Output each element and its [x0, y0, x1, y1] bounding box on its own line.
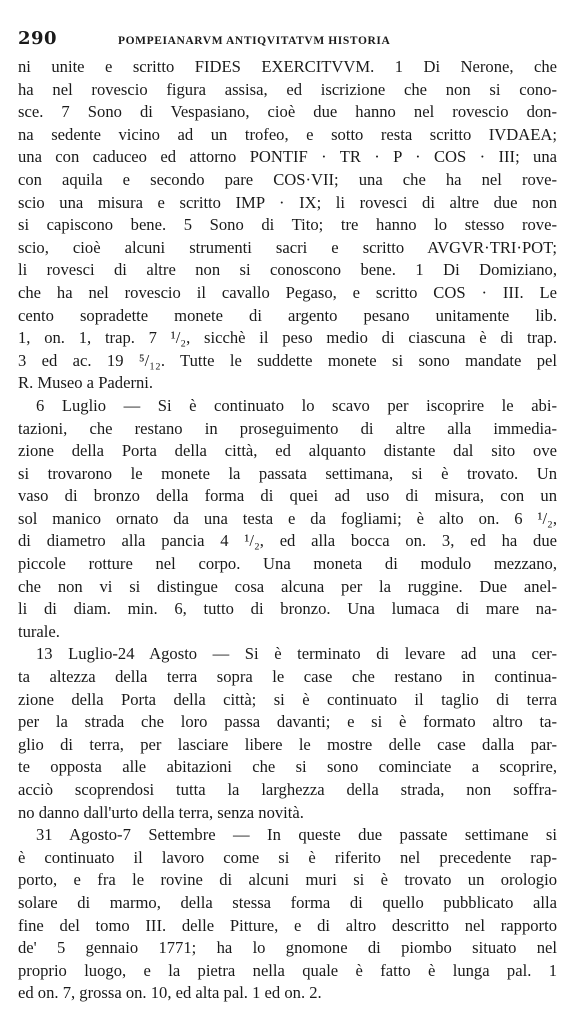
paragraph: [18, 643, 557, 824]
paragraph: [18, 395, 557, 644]
text-line: zione della Porta della città, ed alquanto distante dal sito ove: [18, 441, 557, 461]
text-line: ed on. 7, grossa on. 10, ed alta pal. 1 ed on. 2.: [18, 983, 322, 1003]
text-line: ha nel rovescio figura assisa, ed iscrizione che non si cono-: [18, 79, 557, 99]
text-line: de' 5 gennaio 1771; ha lo gnomone di piombo situato nel: [18, 938, 557, 958]
text-line: vaso di bronzo della forma di quei ad uso di misura, con un: [18, 486, 557, 506]
text-line: solare di marmo, della stessa forma di quello pubblicato alla: [18, 892, 557, 912]
text-line: con aquila e secondo pare COS·VII; una che ha nel rove-: [18, 169, 557, 189]
text-line: una con caduceo ed attorno PONTIF · TR · P · COS · III; una: [18, 147, 557, 167]
text-line: 13 Luglio-24 Agosto — Si è terminato di levare ad una cer-: [36, 644, 557, 664]
text-line: piccole rotture nel corpo. Una moneta di modulo mezzano,: [18, 554, 557, 574]
text-line: R. Museo a Paderni.: [18, 373, 154, 393]
text-line: li rovesci di altre non si conoscono bene. 1 Di Domiziano,: [18, 260, 557, 280]
text-line: sce. 7 Sono di Vespasiano, cioè due hanno nel rovescio don-: [18, 102, 557, 122]
text-line: na sedente vicino ad un trofeo, e sotto resta scritto IVDAEA;: [18, 124, 557, 144]
text-line: proprio luogo, e la pietra nella quale è fatto è lunga pal. 1: [18, 960, 557, 980]
text-line: porto, e fra le rovine di alcuni muri si è trovato un orologio: [18, 870, 557, 890]
text-line: 1, on. 1, trap. 7 ¹/₂, sicchè il peso medio di ciascuna è di trap.: [18, 328, 557, 348]
text-line: che non vi si distingue cosa alcuna per la ruggine. Due anel-: [18, 576, 557, 596]
text-line: sol manico ornato da una testa e da fogliami; è alto on. 6 ¹/₂,: [18, 508, 557, 528]
text-line: si capiscono bene. 5 Sono di Tito; tre hanno lo stesso rove-: [18, 215, 557, 235]
text-line: acciò scoprendosi tutta la larghezza della strada, non soffra-: [18, 780, 557, 799]
text-line: ta altezza della terra sopra le case che restano in continua-: [18, 667, 557, 687]
text-line: di diametro alla pancia 4 ¹/₂, ed alla bocca on. 3, ed ha due: [18, 531, 557, 551]
text-line: fine del tomo III. delle Pitture, e di altro descritto nel rapporto: [18, 915, 557, 935]
text-line: scio, cioè alcuni strumenti sacri e scritto AVGVR·TRI·POT;: [18, 237, 557, 257]
text-line: cento sopradette monete di argento pesano unitamente lib.: [18, 305, 557, 325]
running-head: [18, 28, 557, 52]
text-line: ni unite e scritto FIDES EXERCITVVM. 1 Di Nerone, che: [18, 57, 557, 76]
text-line: 3 ed ac. 19 ⁵/₁₂. Tutte le suddette monete si sono mandate pel: [18, 350, 557, 370]
text-line: che ha nel rovescio il cavallo Pegaso, e scritto COS · III. Le: [18, 282, 557, 302]
text-line: si trovarono le monete la passata settimana, si è trovato. Un: [18, 463, 557, 483]
text-line: te opposta alle abitazioni che si sono cominciate a scoprire,: [18, 757, 557, 777]
text-line: 6 Luglio — Si è continuato lo scavo per iscoprire le abi-: [36, 395, 557, 415]
body-text: [18, 56, 557, 1005]
paragraph: [18, 824, 557, 1005]
page-number: 290: [18, 28, 58, 49]
running-title: POMPEIANARVM ANTIQVITATVM HISTORIA: [118, 35, 391, 47]
text-line: zione della Porta della città; si è continuato il taglio di terra: [18, 689, 557, 709]
text-line: 31 Agosto-7 Settembre — In queste due passate settimane si: [36, 825, 557, 845]
text-line: è continuato il lavoro come si è riferito nel precedente rap-: [18, 847, 557, 867]
text-line: glio di terra, per lasciare libere le mostre delle case dalla par-: [18, 734, 557, 754]
text-line: scio una misura e scritto IMP · IX; li rovesci di altre due non: [18, 192, 557, 212]
text-line: turale.: [18, 621, 60, 641]
paragraph: [18, 56, 557, 395]
text-line: no danno dall'urto della terra, senza novità.: [18, 802, 304, 822]
text-line: li di diam. min. 6, tutto di bronzo. Una lumaca di mare na-: [18, 599, 557, 619]
text-line: tazioni, che restano in proseguimento di altre alla immedia-: [18, 418, 557, 438]
text-line: per la strada che loro passa davanti; e si è formato altro ta-: [18, 712, 557, 732]
